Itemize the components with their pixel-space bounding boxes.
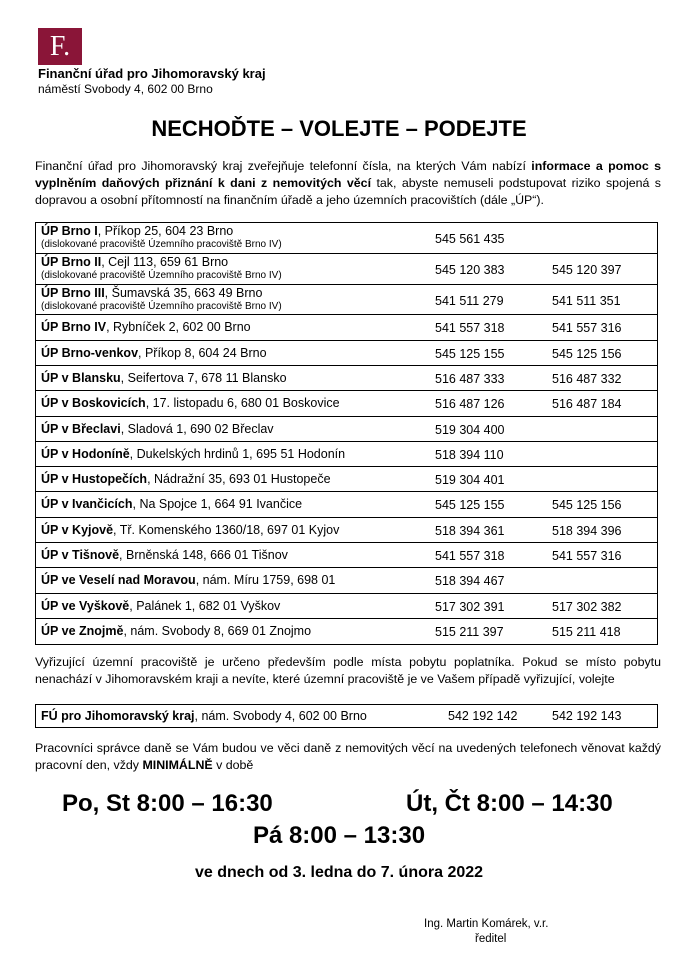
office-address-label: , nám. Míru 1759, 698 01 [195, 573, 336, 588]
hours-intro-text: Pracovníci správce daně se Vám budou ve věci daně z nemovitých věcí na uvedených telefonech věnovat každý pracovní den, vždy [35, 741, 661, 772]
office-row [36, 467, 657, 492]
office-row [36, 315, 657, 340]
office-address-label: , Nádražní 35, 693 01 Hustopeče [147, 472, 331, 487]
signature [424, 917, 548, 947]
office-name-label: ÚP Brno-venkov [41, 345, 139, 360]
office-row [36, 366, 657, 391]
hours-intro-paragraph [35, 740, 661, 774]
office-phone-1: 545 125 155 [435, 346, 505, 361]
intro-text-end: tak, abyste nemuseli podstupovat riziko spojená s dopravou a osobní přítomností na finančním úřadě a jeho územních pracovištích (dále „ÚP“). [35, 176, 661, 207]
office-phone-1: 518 394 110 [435, 447, 504, 462]
office-row [36, 391, 657, 416]
office-address-label: , Šumavská 35, 663 49 Brno [104, 285, 263, 300]
office-phone-2: 517 302 382 [552, 599, 622, 614]
office-note: (dislokované pracoviště Územního pracoviště Brno IV) [41, 269, 282, 281]
office-row [36, 594, 657, 619]
office-name: Finanční úřad pro Jihomoravský kraj [38, 66, 266, 81]
office-address-label: , Palánek 1, 682 01 Vyškov [129, 598, 281, 613]
fu-office [41, 709, 367, 723]
office-phone-2: 541 557 316 [552, 549, 622, 564]
office-name-label: ÚP v Hustopečích [41, 472, 148, 487]
office-address-label: , Dukelských hrdinů 1, 695 51 Hodonín [129, 446, 346, 461]
office-row [36, 568, 657, 593]
office-phone-1: 515 211 397 [435, 624, 504, 639]
office-phone-2: 545 120 397 [552, 262, 622, 277]
office-phone-1: 518 394 361 [435, 523, 505, 538]
office-name-label: ÚP ve Znojmě [41, 623, 124, 638]
date-range: ve dnech od 3. ledna do 7. února 2022 [194, 864, 484, 881]
office-address-label: , Příkop 8, 604 24 Brno [138, 345, 267, 360]
office-phone-1: 518 394 467 [435, 574, 505, 589]
office-phone-1: 519 304 400 [435, 422, 505, 437]
intro-text: Finanční úřad pro Jihomoravský kraj zveřejňuje telefonní čísla, na kterých Vám nabízí [35, 159, 532, 173]
office-cell [41, 523, 339, 537]
office-row [36, 492, 657, 517]
office-note: (dislokované pracoviště Územního pracoviště Brno IV) [41, 300, 282, 312]
office-cell [41, 497, 302, 511]
hours-intro-bold: MINIMÁLNĚ [142, 758, 213, 772]
headline: NECHOĎTE – VOLEJTE – PODEJTE [151, 116, 527, 141]
office-address-label: , 17. listopadu 6, 680 01 Boskovice [145, 396, 340, 411]
office-phone-1: 545 125 155 [435, 498, 505, 513]
office-name-label: ÚP Brno II [41, 254, 102, 269]
office-cell [41, 224, 282, 251]
office-row [36, 518, 657, 543]
office-phone-1: 517 302 391 [435, 599, 505, 614]
office-name-label: ÚP v Kyjově [41, 522, 114, 537]
hours-mon-wed: Po, St 8:00 – 16:30 [62, 790, 273, 817]
office-address-label: , nám. Svobody 8, 669 01 Znojmo [123, 623, 312, 638]
office-cell [41, 286, 282, 313]
office-phone-1: 545 561 435 [435, 232, 505, 246]
info-paragraph: Vyřizující územní pracoviště je určeno především podle místa pobytu poplatníka. Pokud se místo pobytu nenachází v Jihomoravském kraji a nevíte, které územní pracoviště je ve Vašem případě vyřizující, volejte [35, 655, 661, 686]
office-address-label: , Sladová 1, 690 02 Břeclav [120, 421, 274, 436]
office-row [36, 223, 657, 254]
office-row [36, 619, 657, 644]
office-phone-2: 545 125 156 [552, 346, 622, 361]
office-row [36, 285, 657, 316]
office-phone-2: 515 211 418 [552, 624, 621, 639]
office-cell [41, 548, 288, 562]
office-phone-1: 545 120 383 [435, 262, 505, 277]
office-cell [41, 320, 251, 334]
signature-name: Ing. Martin Komárek, v.r. [424, 918, 549, 930]
office-address: náměstí Svobody 4, 602 00 Brno [38, 82, 213, 96]
office-phone-1: 541 511 279 [435, 293, 504, 308]
hours-fri: Pá 8:00 – 13:30 [252, 822, 426, 849]
office-address-label: , Brněnská 148, 666 01 Tišnov [119, 548, 288, 563]
office-phone-1: 519 304 401 [435, 473, 505, 488]
offices-table [35, 222, 658, 645]
office-name-label: ÚP ve Vyškově [41, 598, 130, 613]
office-name-label: ÚP v Blansku [41, 370, 121, 385]
intro-bold-text: informace a pomoc s vyplněním daňových přiznání k dani z nemovitých věcí [35, 159, 661, 190]
office-address-label: , Na Spojce 1, 664 91 Ivančice [132, 497, 303, 512]
office-name-label: ÚP Brno III [41, 285, 105, 300]
office-logo: F. [38, 28, 82, 65]
office-phone-2: 516 487 184 [552, 397, 622, 412]
hours-tue-thu: Út, Čt 8:00 – 14:30 [406, 790, 613, 817]
office-name-label: ÚP ve Veselí nad Moravou [41, 573, 196, 588]
office-cell [41, 396, 340, 410]
office-address-label: , Seifertova 7, 678 11 Blansko [120, 370, 287, 385]
office-name-label: ÚP v Tišnově [41, 548, 120, 563]
hours-intro-end: v době [212, 758, 254, 772]
office-phone-1: 516 487 333 [435, 371, 505, 386]
fu-address: , nám. Svobody 4, 602 00 Brno [194, 709, 367, 723]
office-cell [41, 447, 345, 461]
office-cell [41, 472, 331, 486]
office-name-label: ÚP Brno IV [41, 320, 107, 335]
office-cell [41, 573, 335, 587]
office-name-label: ÚP Brno I [41, 224, 98, 238]
fu-name: FÚ pro Jihomoravský kraj [41, 709, 195, 723]
intro-paragraph [35, 158, 661, 209]
office-row [36, 254, 657, 285]
office-row [36, 442, 657, 467]
office-phone-2: 518 394 396 [552, 523, 622, 538]
office-phone-2: 545 125 156 [552, 498, 622, 513]
office-row [36, 543, 657, 568]
office-cell [41, 346, 267, 360]
fu-phone-1: 542 192 142 [448, 709, 518, 723]
office-name-label: ÚP v Hodoníně [41, 446, 130, 461]
office-address-label: , Cejl 113, 659 61 Brno [101, 254, 229, 269]
fu-contact-box [35, 704, 658, 728]
office-phone-1: 516 487 126 [435, 397, 505, 412]
office-phone-2: 541 557 316 [552, 321, 622, 336]
signature-title: ředitel [475, 933, 507, 945]
office-phone-1: 541 557 318 [435, 549, 505, 564]
office-cell [41, 599, 280, 613]
office-phone-2: 541 511 351 [552, 293, 621, 308]
office-phone-2: 516 487 332 [552, 371, 622, 386]
office-address-label: , Tř. Komenského 1360/18, 697 01 Kyjov [113, 522, 340, 537]
office-name-label: ÚP v Ivančicích [41, 497, 133, 512]
office-phone-1: 541 557 318 [435, 321, 505, 336]
office-row [36, 417, 657, 442]
office-cell [41, 255, 282, 282]
office-note: (dislokované pracoviště Územního pracoviště Brno IV) [41, 239, 282, 250]
office-cell [41, 624, 311, 638]
office-address-label: , Rybníček 2, 602 00 Brno [106, 320, 251, 335]
office-row [36, 341, 657, 366]
office-address-label: , Příkop 25, 604 23 Brno [97, 224, 234, 238]
office-name-label: ÚP v Boskovicích [41, 396, 146, 411]
fu-phone-2: 542 192 143 [552, 709, 622, 723]
office-cell [41, 371, 287, 385]
office-name-label: ÚP v Břeclavi [41, 421, 121, 436]
office-cell [41, 422, 274, 436]
